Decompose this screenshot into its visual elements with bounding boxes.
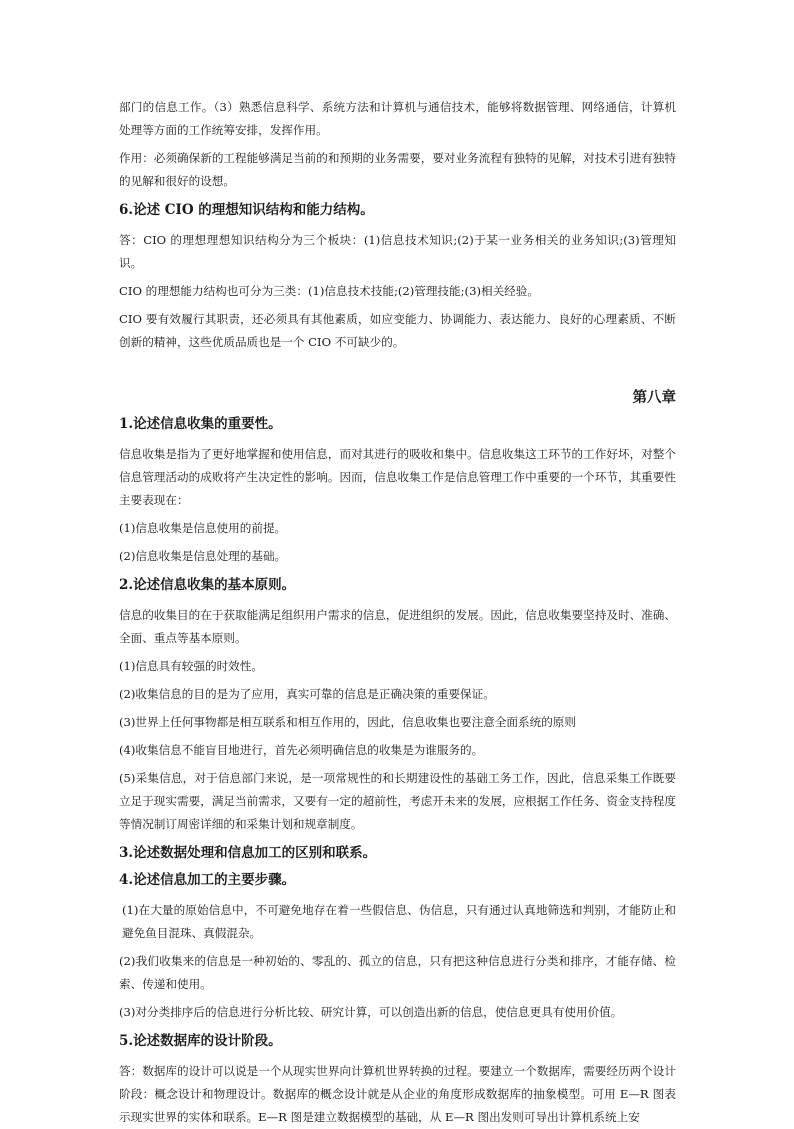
section-heading: 3.论述数据处理和信息加工的区别和联系。 <box>119 845 377 861</box>
paragraph: 部门的信息工作。（3）熟悉信息科学、系统方法和计算机与通信技术，能够将数据管理、网络通信，计算机处理等方面的工作统筹安排，发挥作用。 <box>119 100 676 137</box>
paragraph: 答：CIO 的理想理想知识结构分为三个板块：(1)信息技术知识;(2)于某一业务相关的业务知识;(3)管理知识。 <box>119 233 676 270</box>
section-heading: 2.论述信息收集的基本原则。 <box>119 577 296 593</box>
chapter-title: 第八章 <box>632 389 676 406</box>
section-heading: 5.论述数据库的设计阶段。 <box>119 1033 282 1049</box>
list-item: (2)收集信息的目的是为了应用，真实可靠的信息是正确决策的重要保证。 <box>119 687 495 701</box>
list-item: (5)采集信息，对于信息部门来说，是一项常规性的和长期建设性的基础工务工作，因此，信息采集工作既要立足于现实需要，满足当前需求，又要有一定的超前性，考虑开未来的发展，应根据工作任务、资金支持程度等情况制订周密详细的和采集计划和规章制度。 <box>119 771 676 831</box>
list-item: (3)世界上任何事物都是相互联系和相互作用的，因此，信息收集也要注意全面系统的原则 <box>119 715 576 729</box>
list-item: (1)在大量的原始信息中，不可避免地存在着一些假信息、伪信息，只有通过认真地筛选和判别，才能防止和避免鱼目混珠、真假混杂。 <box>122 903 676 940</box>
paragraph: 信息的收集目的在于获取能满足组织用户需求的信息，促进组织的发展。因此，信息收集要坚持及时、准确、全面、重点等基本原则。 <box>119 608 676 645</box>
list-item: (2)信息收集是信息处理的基础。 <box>119 549 287 563</box>
list-item: (3)对分类排序后的信息进行分析比较、研究计算，可以创造出新的信息，使信息更具有使用价值。 <box>119 1005 623 1019</box>
paragraph: 信息收集是指为了更好地掌握和使用信息，而对其进行的吸收和集中。信息收集这工环节的工作好坏，对整个信息管理活动的成败将产生决定性的影响。因而，信息收集工作是信息管理工作中重要的一个环节，其重要性主要表现在： <box>119 447 676 507</box>
section-heading: 4.论述信息加工的主要步骤。 <box>119 872 296 888</box>
list-item: (1)信息收集是信息使用的前提。 <box>119 521 287 535</box>
list-item: (2)我们收集来的信息是一种初始的、零乱的、孤立的信息，只有把这种信息进行分类和排序，才能存储、检索、传递和使用。 <box>119 954 676 991</box>
list-item: (1)信息具有较强的时效性。 <box>119 659 263 673</box>
paragraph: CIO 要有效履行其职责，还必须具有其他素质，如应变能力、协调能力、表达能力、良好的心理素质、不断创新的精神，这些优质品质也是一个 CIO 不可缺少的。 <box>119 312 676 349</box>
paragraph: 作用：必须确保新的工程能够满足当前的和预期的业务需要，要对业务流程有独特的见解，对技术引进有独特的见解和很好的设想。 <box>119 151 676 188</box>
paragraph: CIO 的理想能力结构也可分为三类：(1)信息技术技能;(2)管理技能;(3)相关经验。 <box>119 284 539 298</box>
list-item: (4)收集信息不能盲目地进行，首先必须明确信息的收集是为谁服务的。 <box>119 743 484 757</box>
section-heading: 1.论述信息收集的重要性。 <box>119 416 282 432</box>
section-heading: 6.论述 CIO 的理想知识结构和能力结构。 <box>119 202 374 218</box>
paragraph: 答：数据库的设计可以说是一个从现实世界向计算机世界转换的过程。要建立一个数据库，需要经历两个设计阶段：概念设计和物理设计。数据库的概念设计就是从企业的角度形成数据库的抽象模型。可用 E—R 图表示现实世界的实体和联系。E—R 图是建立数据模型的基础，从 E—R 图出发则可导出计算机系统上安 <box>119 1064 676 1124</box>
